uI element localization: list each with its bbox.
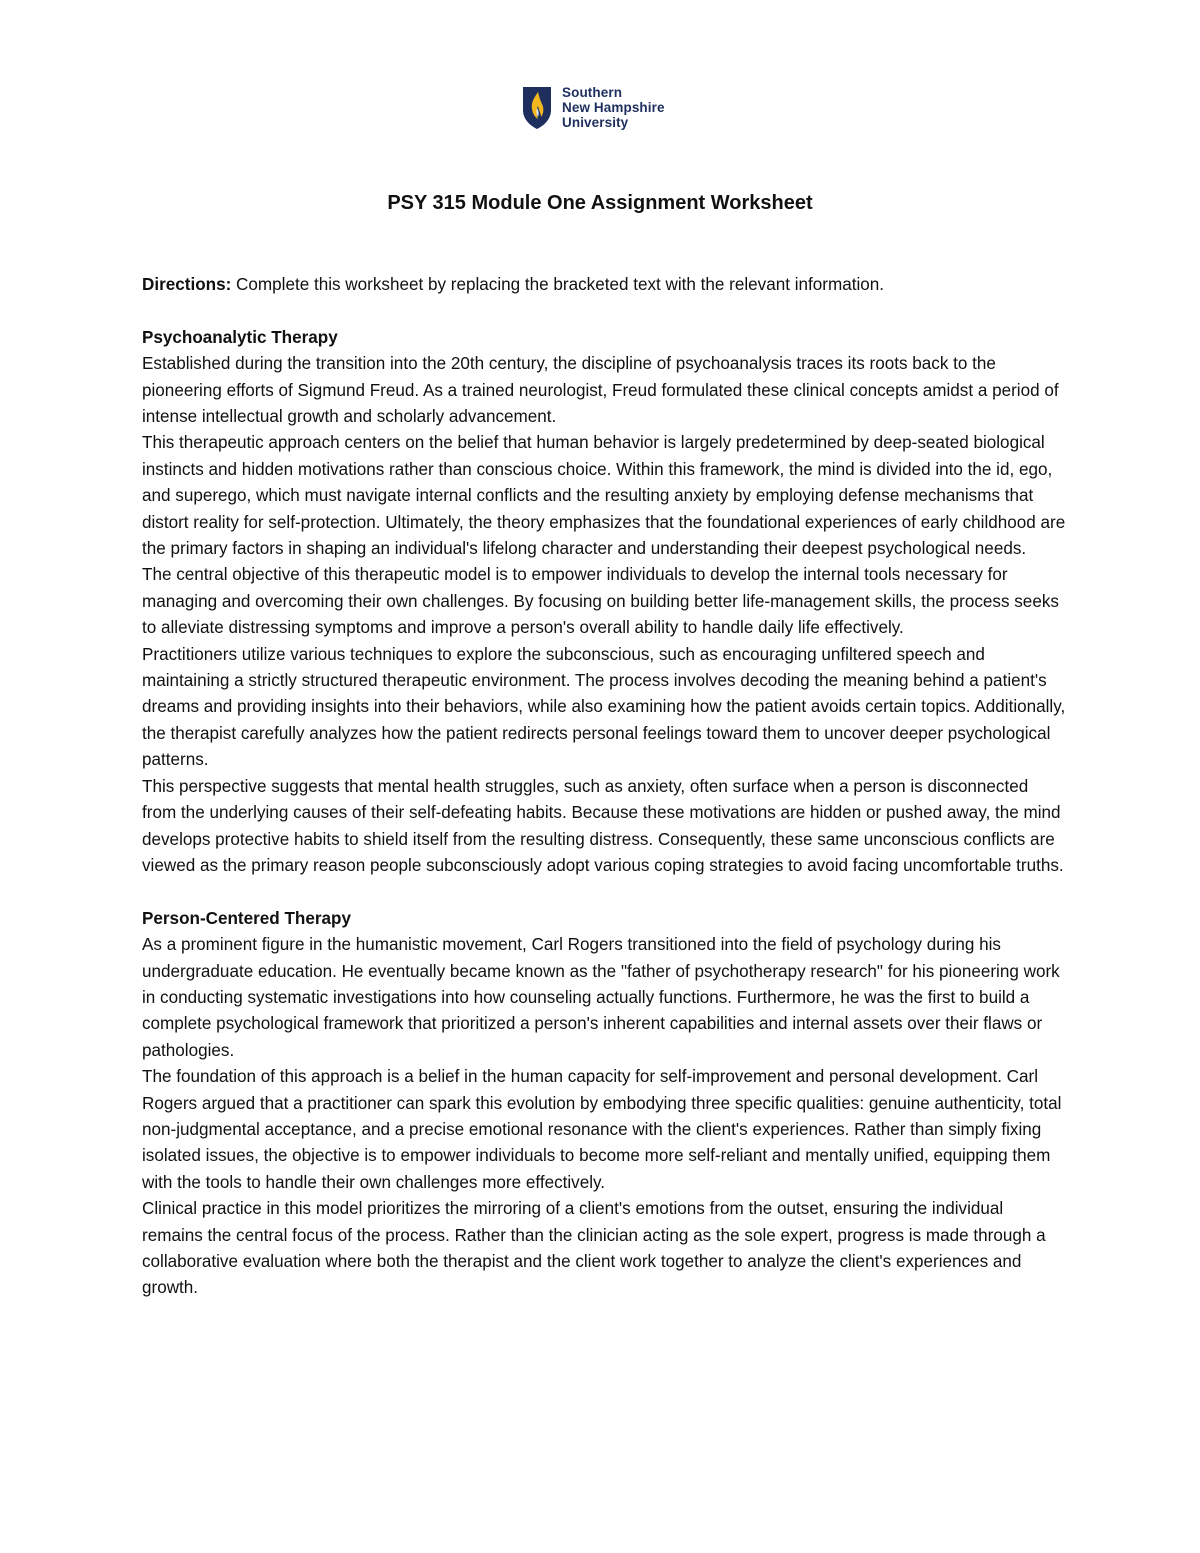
- paragraph: This perspective suggests that mental health struggles, such as anxiety, often surface when a person is disconnected from the underlying causes of their self-defeating habits. Because these motivations are hidden or pushed away, the mind develops protective habits to shield itself from the resulting distress. Consequently, these same unconscious conflicts are viewed as the primary reason people subconsciously adopt various coping strategies to avoid facing uncomfortable truths.: [142, 776, 1064, 875]
- logo-line-1: Southern: [562, 85, 623, 100]
- directions-text: Complete this worksheet by replacing the bracketed text with the relevant information.: [231, 275, 885, 294]
- university-logo: [522, 86, 692, 134]
- paragraph: The foundation of this approach is a belief in the human capacity for self-improvement and personal development. Carl Rogers argued that a practitioner can spark this evolution by embodying three specific qualities: genuine authenticity, total non-judgmental acceptance, and a precise emotional resonance with the client's experiences. Rather than simply fixing isolated issues, the objective is to empower individuals to become more self-reliant and mentally unified, equipping them with the tools to handle their own challenges more effectively.: [142, 1067, 1062, 1192]
- logo-wordmark: [562, 85, 665, 130]
- section-psychoanalytic-therapy: [142, 325, 1067, 880]
- paragraph: The central objective of this therapeutic model is to empower individuals to develop the internal tools necessary for managing and overcoming their own challenges. By focusing on building better life-management skills, the process seeks to alleviate distressing symptoms and improve a person's overall ability to handle daily life effectively.: [142, 565, 1059, 638]
- logo-line-3: University: [562, 115, 629, 130]
- document-body: [142, 272, 1067, 1328]
- paragraph: Practitioners utilize various techniques to explore the subconscious, such as encouraging unfiltered speech and maintaining a strictly structured therapeutic environment. The process involves decoding the meaning behind a patient's dreams and providing insights into their behaviors, while also examining how the patient avoids certain topics. Additionally, the therapist carefully analyzes how the patient redirects personal feelings toward them to uncover deeper psychological patterns.: [142, 644, 1066, 770]
- document-title: PSY 315 Module One Assignment Worksheet: [387, 192, 813, 214]
- paragraph: Established during the transition into the 20th century, the discipline of psychoanalysis traces its roots back to the pioneering efforts of Sigmund Freud. As a trained neurologist, Freud formulated these clinical concepts amidst a period of intense intellectual growth and scholarly advancement.: [142, 354, 1059, 427]
- section-person-centered-therapy: [142, 906, 1067, 1302]
- shield-flame-icon: [522, 86, 552, 130]
- logo-line-2: New Hampshire: [562, 100, 665, 115]
- paragraph: Clinical practice in this model prioritizes the mirroring of a client's emotions from the outset, ensuring the individual remains the central focus of the process. Rather than the clinician acting as the sole expert, progress is made through a collaborative evaluation where both the therapist and the client work together to analyze the client's experiences and growth.: [142, 1199, 1046, 1298]
- section-heading: Psychoanalytic Therapy: [142, 327, 338, 347]
- paragraph: As a prominent figure in the humanistic movement, Carl Rogers transitioned into the field of psychology during his undergraduate education. He eventually became known as the "father of psychotherapy research" for his pioneering work in conducting systematic investigations into how counseling actually functions. Furthermore, he was the first to build a complete psychological framework that prioritized a person's inherent capabilities and internal assets over their flaws or pathologies.: [142, 935, 1060, 1060]
- section-heading: Person-Centered Therapy: [142, 908, 351, 928]
- paragraph: This therapeutic approach centers on the belief that human behavior is largely predetermined by deep-seated biological instincts and hidden motivations rather than conscious choice. Within this framework, the mind is divided into the id, ego, and superego, which must navigate internal conflicts and the resulting anxiety by employing defense mechanisms that distort reality for self-protection. Ultimately, the theory emphasizes that the foundational experiences of early childhood are the primary factors in shaping an individual's lifelong character and understanding their deepest psychological needs.: [142, 433, 1066, 559]
- directions: [142, 272, 1067, 298]
- directions-label: Directions:: [142, 275, 232, 294]
